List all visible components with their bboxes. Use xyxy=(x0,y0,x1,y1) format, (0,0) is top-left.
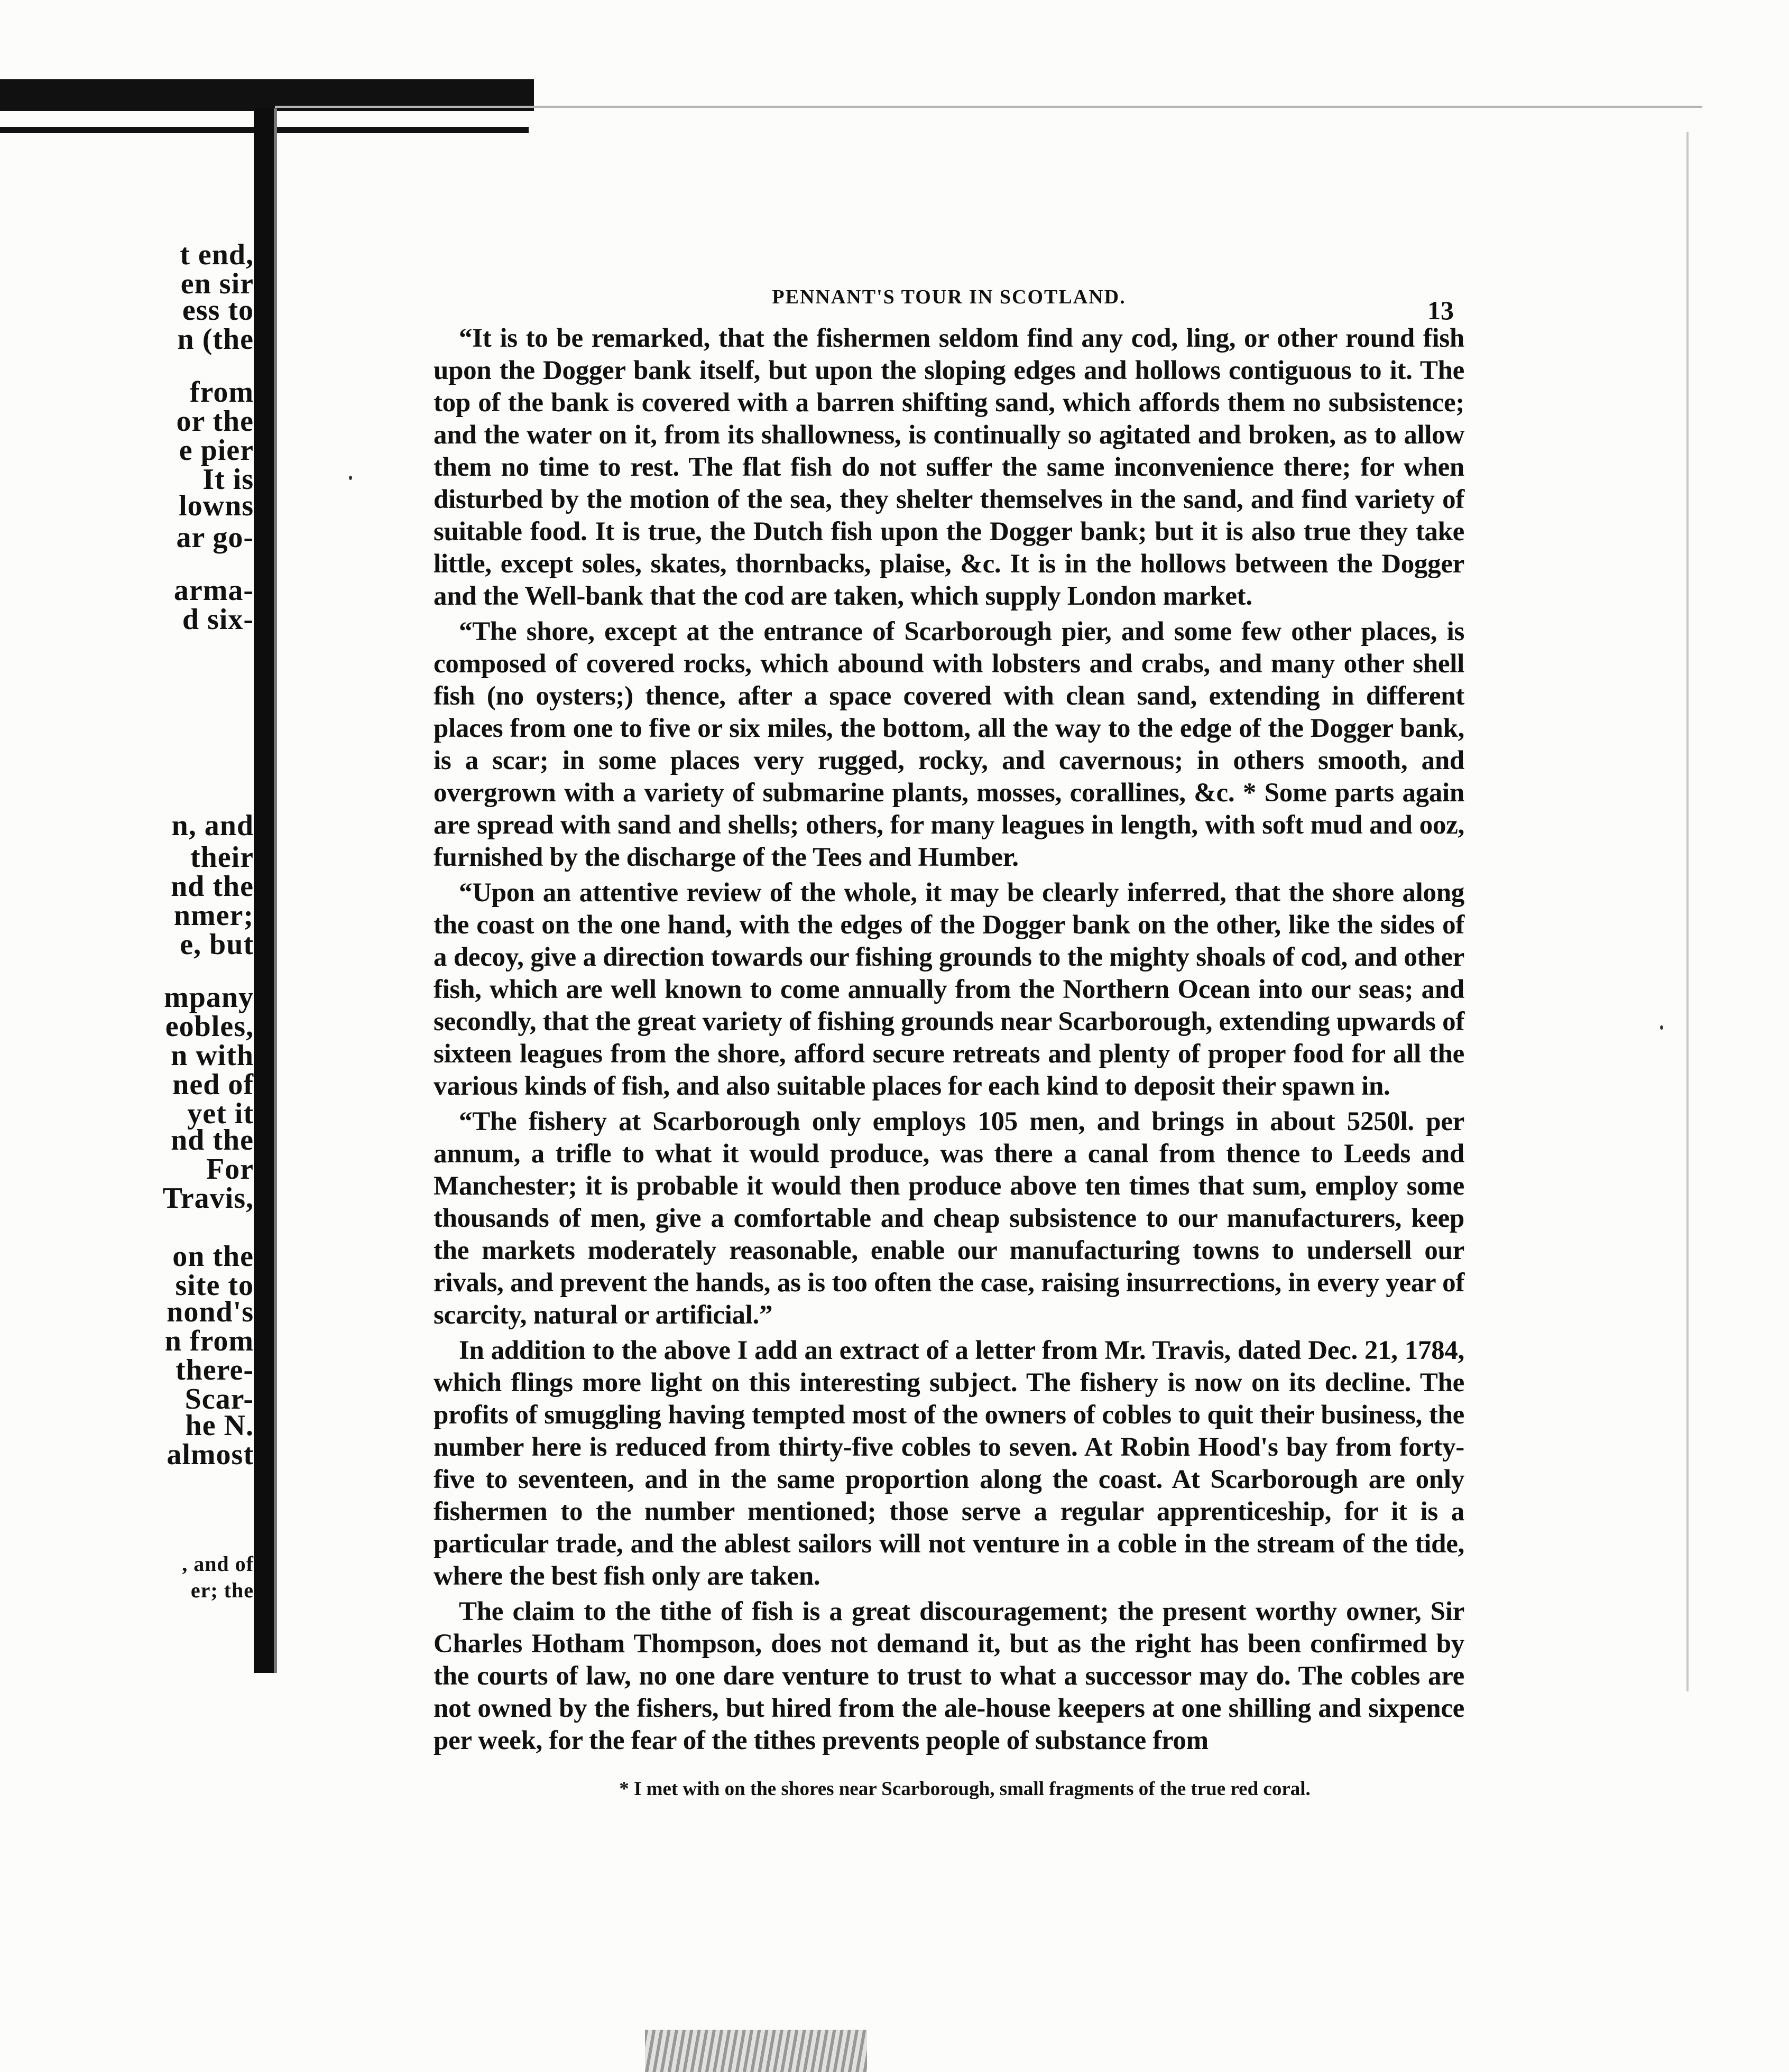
facing-page-fragment xyxy=(0,79,254,1665)
facing-page-line-fragment: n (the xyxy=(177,323,254,356)
facing-page-line-fragment: on the xyxy=(172,1240,254,1273)
page-top-edge xyxy=(275,106,1702,108)
facing-page-line-fragment: t end, xyxy=(180,238,254,271)
facing-page-line-fragment: Scar- xyxy=(185,1383,254,1416)
facing-page-line-fragment: Travis, xyxy=(162,1182,254,1215)
facing-page-line-fragment: site to xyxy=(175,1269,254,1302)
facing-page-line-fragment: lowns xyxy=(179,489,254,522)
facing-page-line-fragment: n from xyxy=(164,1325,254,1357)
facing-page-line-fragment: eobles, xyxy=(165,1010,254,1043)
facing-page-line-fragment: yet it xyxy=(187,1097,254,1130)
facing-page-line-fragment: e pier xyxy=(179,434,254,467)
binding-rule xyxy=(254,108,274,1673)
facing-page-line-fragment: their xyxy=(190,841,254,874)
facing-page-line-fragment: nd the xyxy=(171,1124,254,1157)
facing-page-line-fragment: ess to xyxy=(182,294,254,327)
facing-page-line-fragment: ar go- xyxy=(176,521,254,554)
ink-speck xyxy=(349,476,352,480)
paragraph: In addition to the above I add an extract of a letter from Mr. Travis, dated Dec. 21, 1784, which flings more light on this interesting subject. The fishery is now on its decline. The profits of smuggling having tempted most of the owners of cobles to quit their business, the number here is reduced from thirty-five cobles to seven. At Robin Hood's bay from forty-five to seventeen, and in the same proportion along the coast. At Scarborough are only fishermen to the number mentioned; those serve a regular apprenticeship, for it is a particular trade, and the ablest sailors will not venture in a coble in the stream of the tide, where the best fish only are taken. xyxy=(434,1336,1464,1591)
paragraph: “The shore, except at the entrance of Scarborough pier, and some few other places, is composed of covered rocks, which abound with lobsters and crabs, and many other shell fish (no oysters;) thence, after a space covered with clean sand, extending in different places from one to five or six miles, the bottom, all the way to the edge of the Dogger bank, is a scar; in some places very rugged, rocky, and cavernous; in others smooth, and overgrown with a variety of submarine plants, mosses, corallines, &c. * Some parts again are spread with sand and shells; others, for many leagues in length, with soft mud and ooz, furnished by the discharge of the Tees and Humber. xyxy=(434,617,1464,872)
facing-page-line-fragment: he N. xyxy=(185,1409,254,1442)
facing-page-line-fragment: , and of xyxy=(182,1552,254,1576)
page-right-edge xyxy=(1686,132,1689,1691)
facing-page-line-fragment: er; the xyxy=(190,1578,254,1602)
scan-edge-artifact xyxy=(645,2030,867,2072)
facing-page-line-fragment: nd the xyxy=(171,870,254,903)
running-title: PENNANT'S TOUR IN SCOTLAND. xyxy=(772,286,1126,308)
ink-speck xyxy=(1660,1025,1663,1030)
book-page xyxy=(434,280,1464,1801)
facing-page-line-fragment: e, but xyxy=(180,928,254,961)
facing-page-line-fragment: For xyxy=(206,1153,254,1186)
facing-page-line-fragment: n with xyxy=(171,1039,254,1072)
facing-page-line-fragment: almost xyxy=(167,1438,254,1471)
facing-page-line-fragment: arma- xyxy=(173,574,254,607)
facing-page-line-fragment: It is xyxy=(202,463,254,496)
facing-page-line-fragment: nmer; xyxy=(173,899,254,932)
facing-page-line-fragment: en sir xyxy=(180,267,254,300)
facing-page-line-fragment: mpany xyxy=(164,981,254,1014)
paragraph: “It is to be remarked, that the fishermen seldom find any cod, ling, or other round fish upon the Dogger bank itself, but upon the sloping edges and hollows contiguous to it. The top of the bank is covered with a barren shifting sand, which affords them no subsistence; and the water on it, from its shallowness, is continually so agitated and broken, as to allow them no time to rest. The flat fish do not suffer the same inconvenience there; for when disturbed by the motion of the sea, they shelter themselves in the sand, and find variety of suitable food. It is true, the Dutch fish upon the Dogger bank; but it is also true they take little, except soles, skates, thornbacks, plaise, &c. It is in the hollows between the Dogger and the Well-bank that the cod are taken, which supply London market. xyxy=(434,323,1464,611)
facing-page-line-fragment: n, and xyxy=(171,809,254,842)
paragraph: “Upon an attentive review of the whole, it may be clearly inferred, that the shore along the coast on the one hand, with the edges of the Dogger bank on the other, like the sides of a decoy, give a direction towards our fishing grounds to the mighty shoals of cod, and other fish, which are well known to come annually from the Northern Ocean into our seas; and secondly, that the great variety of fishing grounds near Scarborough, extending upwards of sixteen leagues from the shore, afford secure retreats and plenty of proper food for all the various kinds of fish, and also suitable places for each kind to deposit their spawn in. xyxy=(434,878,1464,1101)
facing-page-line-fragment: from xyxy=(189,376,254,409)
running-head xyxy=(434,280,1464,325)
facing-page-line-fragment: there- xyxy=(176,1354,254,1386)
facing-page-line-fragment: nond's xyxy=(167,1296,254,1328)
facing-page-line-fragment: or the xyxy=(176,405,254,438)
facing-page-line-fragment: ned of xyxy=(172,1068,254,1101)
page-number: 13 xyxy=(1427,295,1454,325)
footnote: * I met with on the shores near Scarborough, small fragments of the true red coral. xyxy=(619,1778,1311,1800)
paragraph: The claim to the tithe of fish is a great discouragement; the present worthy owner, Sir Charles Hotham Thompson, does not demand it, but as the right has been confirmed by the courts of law, no one dare venture to trust to what a successor may do. The cobles are not owned by the fishers, but hired from the ale-house keepers at one shilling and sixpence per week, for the fear of the tithes prevents people of substance from xyxy=(434,1597,1464,1755)
binding-shadow xyxy=(274,108,277,1673)
paragraph: “The fishery at Scarborough only employs 105 men, and brings in about 5250l. per annum, a trifle to what it would produce, was there a canal from thence to Leeds and Manchester; it is probable it would then produce above ten times that sum, employ some thousands of men, give a comfortable and cheap subsistence to our manufacturers, keep the markets moderately reasonable, enable our manufacturing towns to undersell our rivals, and prevent the hands, as is too often the case, raising insurrections, in every year of scarcity, natural or artificial.” xyxy=(434,1107,1464,1330)
facing-page-line-fragment: d six- xyxy=(182,603,254,636)
